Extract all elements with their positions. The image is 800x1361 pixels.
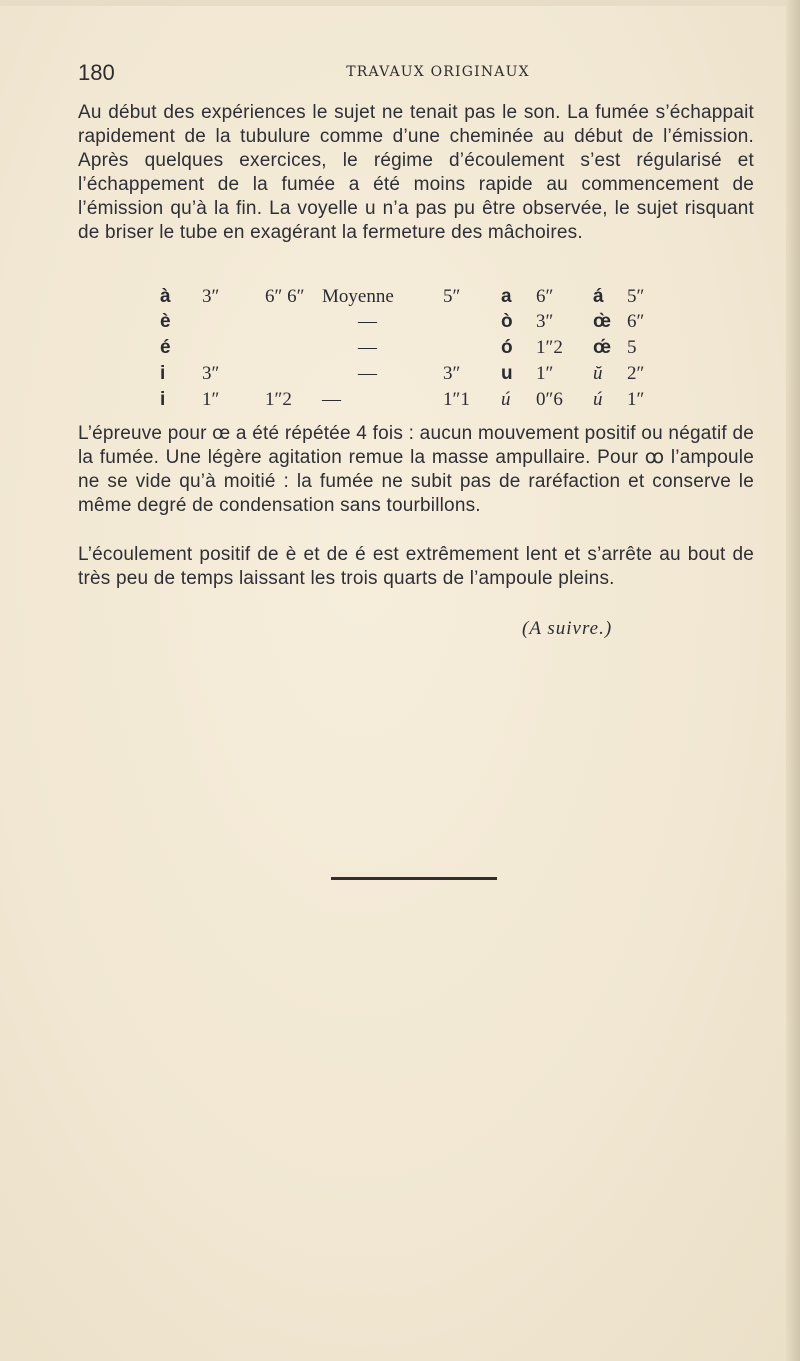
value-cell: 2″ <box>627 363 645 384</box>
vowel-cell: œ́ <box>593 337 611 358</box>
vowel-cell: ú <box>501 389 511 410</box>
vowel-cell: ú <box>593 389 603 410</box>
vowel-cell: à <box>160 286 171 307</box>
dash-cell: — <box>358 311 377 332</box>
vowel-cell: a <box>501 286 512 307</box>
to-be-continued: (A suivre.) <box>522 618 613 639</box>
value-cell: 5″ <box>627 286 645 307</box>
page-top-edge <box>0 0 800 6</box>
running-head: TRAVAUX ORIGINAUX <box>346 64 530 80</box>
paragraph-1: Au début des expériences le sujet ne tenait pas le son. La fumée s’échappait rapidement de la tubulure comme d’une cheminée au début de l’émission. Après quelques exercices, le régime d’écoulement s’est régularisé et l’échappement de la fumée a été moins rapide au commencement de l’émission qu’à la fin. La voyelle u n’a pas pu être observée, le sujet risquant de briser le tube en exagérant la fermeture des mâchoires. <box>78 102 754 243</box>
vowel-cell: ŭ <box>593 363 603 384</box>
value-cell: 1″ <box>627 389 645 410</box>
table-row <box>160 363 680 387</box>
paragraph-3: L’écoulement positif de è et de é est extrêmement lent et s’arrête au bout de très peu de temps laissant les trois quarts de l’ampoule pleins. <box>78 544 754 589</box>
vowel-cell: ò <box>501 311 513 332</box>
vowel-cell: u <box>501 363 513 384</box>
value-cell: 3″ <box>536 311 554 332</box>
value-cell: 1″1 <box>443 389 470 410</box>
table-row <box>160 311 680 335</box>
time-cell: 1″ <box>202 389 220 410</box>
value-cell: 5 <box>627 337 637 358</box>
average-label: Moyenne <box>322 286 394 307</box>
time-cell: 1″2 <box>265 389 292 410</box>
time-cell: 3″ <box>202 286 220 307</box>
dash-cell: — <box>358 337 377 358</box>
vowel-cell: i <box>160 363 166 384</box>
paragraph-2: L’épreuve pour œ a été répétée 4 fois : aucun mouvement positif ou négatif de la fumée. Une légère agitation remue la masse ampullaire. Pour ꝏ l’ampoule ne se vide qu’à moitié : la fumée ne subit pas de raréfaction et conserve le même degré de condensation sans tourbillons. <box>78 423 754 516</box>
dash-cell: — <box>358 363 377 384</box>
value-cell: 3″ <box>443 363 461 384</box>
end-rule <box>331 877 497 880</box>
vowel-cell: œ̀ <box>593 311 611 332</box>
vowel-timing-table <box>160 286 680 411</box>
time-cell: 3″ <box>202 363 220 384</box>
dash-cell: — <box>322 389 341 410</box>
value-cell: 0″6 <box>536 389 563 410</box>
page-header <box>78 60 750 88</box>
value-cell: 1″2 <box>536 337 563 358</box>
vowel-cell: é <box>160 337 171 358</box>
value-cell: 6″ <box>627 311 645 332</box>
time-cell: 6″ 6″ <box>265 286 305 307</box>
vowel-cell: i <box>160 389 166 410</box>
table-row <box>160 286 680 310</box>
vowel-cell: ó <box>501 337 513 358</box>
page-binding-edge <box>786 0 800 1361</box>
value-cell: 6″ <box>536 286 554 307</box>
page-number: 180 <box>78 60 115 85</box>
vowel-cell: á <box>593 286 604 307</box>
value-cell: 5″ <box>443 286 461 307</box>
vowel-cell: è <box>160 311 171 332</box>
table-row <box>160 337 680 361</box>
table-row <box>160 389 680 413</box>
value-cell: 1″ <box>536 363 554 384</box>
